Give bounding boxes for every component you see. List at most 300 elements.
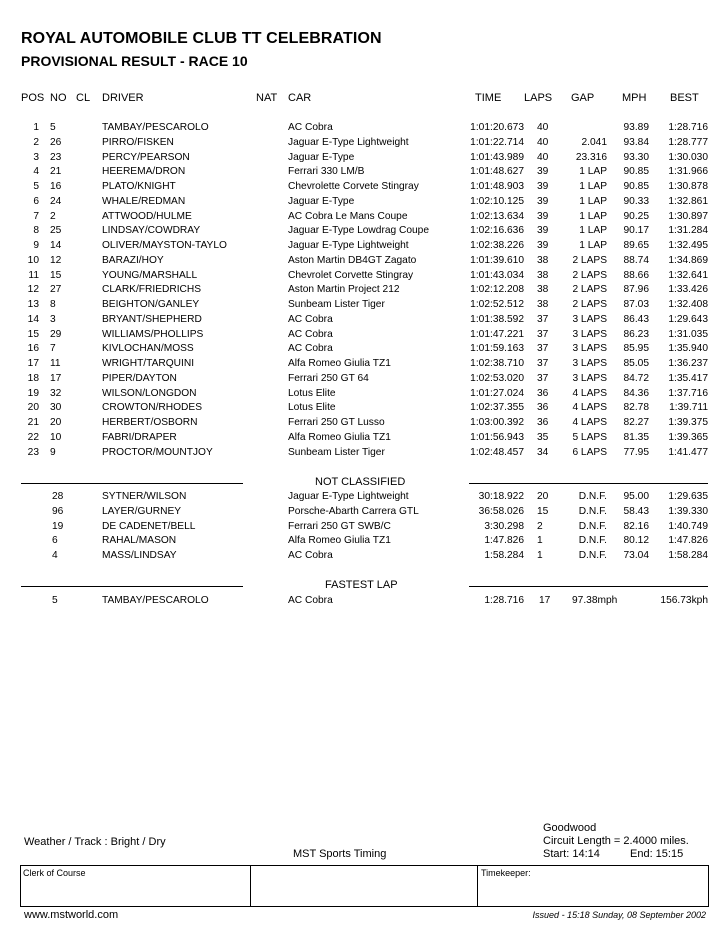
pos-cell: 18 — [27, 372, 39, 384]
best-lap-cell: 1:34.869 — [668, 254, 708, 266]
car-number-cell: 17 — [50, 372, 62, 384]
gap-cell: 1 LAP — [579, 210, 607, 222]
pos-cell: 4 — [33, 166, 39, 178]
gap-cell: 2 LAPS — [572, 254, 607, 266]
box-divider — [477, 866, 478, 906]
fastest-lap-heading: FASTEST LAP — [325, 579, 398, 591]
driver-cell: WILLIAMS/PHOLLIPS — [102, 328, 204, 340]
laps-cell: 39 — [537, 166, 549, 178]
driver-cell: SYTNER/WILSON — [102, 491, 187, 502]
driver-cell: LAYER/GURNEY — [102, 505, 182, 517]
car-cell: Jaguar E-Type Lowdrag Coupe — [288, 225, 430, 237]
car-number-cell: 21 — [50, 166, 62, 178]
mph-cell: 93.84 — [623, 136, 649, 148]
best-lap-cell: 1:30.897 — [668, 210, 708, 222]
mph-cell: 90.25 — [623, 210, 649, 222]
mph-cell: 90.85 — [623, 181, 649, 192]
best-lap-cell: 1:32.641 — [668, 269, 708, 281]
table-row — [0, 284, 726, 299]
car-cell: Ferrari 250 GT 64 — [288, 372, 369, 384]
driver-cell: LINDSAY/COWDRAY — [102, 225, 201, 237]
pos-cell: 7 — [33, 210, 39, 222]
col-no: NO — [50, 92, 67, 104]
laps-cell: 2 — [537, 520, 543, 532]
mph-cell: 82.27 — [623, 417, 649, 428]
laps-cell: 37 — [537, 372, 549, 384]
col-car: CAR — [288, 92, 312, 104]
mph-cell: 90.85 — [623, 166, 649, 178]
car-number-cell: 19 — [52, 520, 64, 532]
best-lap-cell: 1:31.284 — [668, 225, 708, 237]
fastest-lap-kph: 156.73kph — [660, 595, 708, 606]
mph-cell: 89.65 — [623, 240, 649, 251]
laps-cell: 35 — [537, 431, 549, 443]
driver-cell: WRIGHT/TARQUINI — [102, 358, 195, 369]
best-lap-cell: 1:47.826 — [668, 535, 708, 547]
mph-cell: 95.00 — [623, 491, 649, 502]
table-row — [0, 211, 726, 226]
laps-cell: 34 — [537, 446, 549, 458]
table-row — [0, 196, 726, 211]
mph-cell: 88.66 — [623, 269, 649, 281]
table-row — [0, 255, 726, 270]
car-cell: AC Cobra — [288, 122, 333, 133]
gap-cell: D.N.F. — [578, 520, 607, 532]
car-cell: Jaguar E-Type Lightweight — [288, 240, 409, 251]
pos-cell: 13 — [27, 299, 39, 310]
gap-cell: 4 LAPS — [572, 417, 607, 428]
mph-cell: 84.72 — [623, 372, 649, 384]
laps-cell: 39 — [537, 195, 549, 207]
timing-company: MST Sports Timing — [293, 848, 387, 860]
best-lap-cell: 1:29.635 — [668, 491, 708, 502]
best-lap-cell: 1:36.237 — [668, 358, 708, 369]
driver-cell: WILSON/LONGDON — [102, 387, 197, 399]
driver-cell: RAHAL/MASON — [102, 535, 177, 547]
best-lap-cell: 1:39.330 — [668, 505, 708, 517]
col-mph: MPH — [622, 92, 647, 104]
driver-cell: TAMBAY/PESCAROLO — [102, 122, 209, 133]
driver-cell: KIVLOCHAN/MOSS — [102, 343, 194, 355]
car-number-cell: 26 — [50, 136, 62, 148]
laps-cell: 40 — [537, 151, 549, 163]
best-lap-cell: 1:39.365 — [668, 431, 708, 443]
car-cell: Sunbeam Lister Tiger — [288, 446, 385, 458]
time-cell: 1:02:52.512 — [470, 299, 524, 310]
table-row — [0, 314, 726, 329]
box-divider — [250, 866, 251, 906]
pos-cell: 22 — [27, 431, 39, 443]
issued-timestamp: Issued - 15:18 Sunday, 08 September 2002 — [532, 910, 706, 920]
car-cell: Ferrari 250 GT SWB/C — [288, 520, 391, 532]
car-cell: Sunbeam Lister Tiger — [288, 299, 385, 310]
car-cell: Porsche-Abarth Carrera GTL — [288, 505, 419, 517]
driver-cell: PIRRO/FISKEN — [102, 136, 174, 148]
mph-cell: 80.12 — [623, 535, 649, 547]
best-lap-cell: 1:32.861 — [668, 195, 708, 207]
mph-cell: 77.95 — [623, 446, 649, 458]
car-number-cell: 15 — [50, 269, 62, 281]
laps-cell: 1 — [537, 535, 543, 547]
fastest-lap-time: 1:28.716 — [484, 595, 524, 606]
laps-cell: 38 — [537, 269, 549, 281]
end-time: End: 15:15 — [630, 848, 684, 860]
gap-cell: 3 LAPS — [572, 372, 607, 384]
best-lap-cell: 1:40.749 — [668, 520, 708, 532]
table-row — [0, 506, 726, 521]
table-row — [0, 521, 726, 536]
driver-cell: MASS/LINDSAY — [102, 550, 177, 561]
gap-cell: 4 LAPS — [572, 402, 607, 414]
time-cell: 1:02:12.208 — [470, 284, 524, 296]
best-lap-cell: 1:29.643 — [668, 313, 708, 325]
mph-cell: 73.04 — [623, 550, 649, 561]
time-cell: 1:02:48.457 — [470, 446, 524, 458]
pos-cell: 14 — [27, 313, 39, 325]
car-cell: Ferrari 250 GT Lusso — [288, 417, 385, 428]
col-cl: CL — [76, 92, 91, 104]
car-number-cell: 24 — [50, 195, 62, 207]
car-number-cell: 20 — [50, 417, 62, 428]
time-cell: 1:02:37.355 — [470, 402, 524, 414]
driver-cell: WHALE/REDMAN — [102, 195, 186, 207]
start-time: Start: 14:14 — [543, 848, 600, 860]
mph-cell: 84.36 — [623, 387, 649, 399]
best-lap-cell: 1:30.030 — [668, 151, 708, 163]
gap-cell: 1 LAP — [579, 225, 607, 237]
pos-cell: 16 — [27, 343, 39, 355]
laps-cell: 39 — [537, 210, 549, 222]
col-best: BEST — [670, 92, 699, 104]
pos-cell: 17 — [27, 358, 39, 369]
table-row — [0, 329, 726, 344]
pos-cell: 8 — [33, 225, 39, 237]
table-row — [0, 432, 726, 447]
car-cell: Alfa Romeo Giulia TZ1 — [288, 431, 391, 443]
website-link[interactable]: www.mstworld.com — [24, 909, 119, 921]
mph-cell: 82.78 — [623, 402, 649, 414]
car-number-cell: 28 — [52, 491, 64, 502]
best-lap-cell: 1:35.940 — [668, 343, 708, 355]
time-cell: 1:01:43.989 — [470, 151, 524, 163]
driver-cell: BARAZI/HOY — [102, 254, 164, 266]
car-cell: Chevrolet Corvette Stingray — [288, 269, 414, 281]
fastest-lap-driver: TAMBAY/PESCAROLO — [102, 595, 209, 606]
car-cell: Aston Martin DB4GT Zagato — [288, 254, 417, 266]
laps-cell: 38 — [537, 284, 549, 296]
car-number-cell: 23 — [50, 151, 62, 163]
pos-cell: 6 — [33, 195, 39, 207]
car-number-cell: 32 — [50, 387, 62, 399]
mph-cell: 87.03 — [623, 299, 649, 310]
time-cell: 1:01:22.714 — [470, 136, 524, 148]
best-lap-cell: 1:28.716 — [668, 122, 708, 133]
driver-cell: OLIVER/MAYSTON-TAYLO — [102, 240, 227, 251]
laps-cell: 39 — [537, 225, 549, 237]
laps-cell: 38 — [537, 299, 549, 310]
time-cell: 1:01:27.024 — [470, 387, 524, 399]
fastest-lap-row — [0, 595, 726, 610]
divider-right — [469, 586, 708, 587]
best-lap-cell: 1:37.716 — [668, 387, 708, 399]
pos-cell: 1 — [33, 122, 39, 133]
fastest-lap-lap: 17 — [539, 595, 551, 606]
mph-cell: 93.89 — [623, 122, 649, 133]
laps-cell: 39 — [537, 240, 549, 251]
car-number-cell: 14 — [50, 240, 62, 251]
car-number-cell: 8 — [50, 299, 56, 310]
time-cell: 36:58.026 — [478, 505, 524, 517]
gap-cell: 3 LAPS — [572, 358, 607, 369]
time-cell: 1:01:20.673 — [470, 122, 524, 133]
driver-cell: DE CADENET/BELL — [102, 520, 196, 532]
mph-cell: 82.16 — [623, 520, 649, 532]
best-lap-cell: 1:35.417 — [668, 372, 708, 384]
car-number-cell: 16 — [50, 181, 62, 192]
time-cell: 1:02:10.125 — [470, 195, 524, 207]
car-number-cell: 7 — [50, 343, 56, 355]
best-lap-cell: 1:28.777 — [668, 136, 708, 148]
clerk-of-course-label: Clerk of Course — [23, 868, 86, 878]
gap-cell: 3 LAPS — [572, 313, 607, 325]
pos-cell: 2 — [33, 136, 39, 148]
laps-cell: 40 — [537, 136, 549, 148]
laps-cell: 38 — [537, 254, 549, 266]
time-cell: 1:03:00.392 — [470, 417, 524, 428]
best-lap-cell: 1:39.711 — [669, 402, 708, 414]
table-row — [0, 137, 726, 152]
mph-cell: 93.30 — [623, 151, 649, 163]
divider-right — [469, 483, 708, 484]
time-cell: 1:02:13.634 — [470, 210, 524, 222]
gap-cell: 1 LAP — [579, 195, 607, 207]
gap-cell: 3 LAPS — [572, 328, 607, 340]
car-cell: Jaguar E-Type — [288, 151, 355, 163]
best-lap-cell: 1:32.408 — [668, 299, 708, 310]
mph-cell: 90.17 — [623, 225, 649, 237]
table-row — [0, 270, 726, 285]
best-lap-cell: 1:30.878 — [668, 181, 708, 192]
table-row — [0, 358, 726, 373]
driver-cell: BEIGHTON/GANLEY — [102, 299, 200, 310]
laps-cell: 40 — [537, 122, 549, 133]
car-number-cell: 10 — [50, 431, 62, 443]
pos-cell: 11 — [28, 269, 39, 281]
car-cell: Lotus Elite — [288, 402, 336, 414]
pos-cell: 20 — [27, 402, 39, 414]
gap-cell: 6 LAPS — [572, 446, 607, 458]
time-cell: 1:01:43.034 — [470, 269, 524, 281]
col-gap: GAP — [571, 92, 595, 104]
mph-cell: 58.43 — [623, 505, 649, 517]
col-time: TIME — [475, 92, 502, 104]
not-classified-heading: NOT CLASSIFIED — [315, 476, 406, 488]
timekeeper-label: Timekeeper: — [481, 868, 531, 878]
car-number-cell: 30 — [50, 402, 62, 414]
pos-cell: 21 — [27, 417, 39, 428]
time-cell: 1:02:16.636 — [470, 225, 524, 237]
driver-cell: PIPER/DAYTON — [102, 372, 177, 384]
time-cell: 1:02:38.226 — [470, 240, 524, 251]
car-cell: Chevrolette Corvete Stingray — [288, 181, 419, 192]
table-row — [0, 225, 726, 240]
driver-cell: CROWTON/RHODES — [102, 402, 202, 414]
gap-cell: 2.041 — [581, 136, 607, 148]
driver-cell: PROCTOR/MOUNTJOY — [102, 446, 213, 458]
car-cell: AC Cobra — [288, 343, 333, 355]
car-number-cell: 25 — [50, 225, 62, 237]
gap-cell: 1 LAP — [579, 181, 607, 192]
pos-cell: 12 — [27, 284, 39, 296]
driver-cell: FABRI/DRAPER — [102, 431, 177, 443]
table-row — [0, 373, 726, 388]
divider-left — [21, 586, 243, 587]
car-number-cell: 3 — [50, 313, 56, 325]
car-number-cell: 9 — [50, 446, 56, 458]
time-cell: 1:01:38.592 — [470, 313, 524, 325]
gap-cell: D.N.F. — [578, 550, 607, 561]
car-cell: Jaguar E-Type — [288, 195, 355, 207]
laps-cell: 37 — [537, 358, 549, 369]
mph-cell: 87.96 — [623, 284, 649, 296]
time-cell: 1:01:48.627 — [470, 166, 524, 178]
pos-cell: 10 — [27, 254, 39, 266]
table-row — [0, 388, 726, 403]
car-number-cell: 12 — [50, 254, 62, 266]
table-row — [0, 166, 726, 181]
car-cell: Jaguar E-Type Lightweight — [288, 136, 409, 148]
gap-cell: 5 LAPS — [572, 431, 607, 443]
laps-cell: 36 — [537, 402, 549, 414]
car-cell: Aston Martin Project 212 — [288, 284, 400, 296]
weather-track: Weather / Track : Bright / Dry — [24, 836, 166, 848]
time-cell: 3:30.298 — [484, 520, 524, 532]
best-lap-cell: 1:41.477 — [668, 446, 708, 458]
pos-cell: 9 — [33, 240, 39, 251]
laps-cell: 15 — [537, 505, 549, 517]
laps-cell: 20 — [537, 491, 549, 502]
driver-cell: BRYANT/SHEPHERD — [102, 313, 202, 325]
table-row — [0, 240, 726, 255]
best-lap-cell: 1:32.495 — [668, 240, 708, 251]
gap-cell: 4 LAPS — [572, 387, 607, 399]
gap-cell: 2 LAPS — [572, 284, 607, 296]
mph-cell: 81.35 — [623, 431, 649, 443]
driver-cell: ATTWOOD/HULME — [102, 210, 192, 222]
pos-cell: 23 — [27, 446, 39, 458]
table-row — [0, 181, 726, 196]
driver-cell: YOUNG/MARSHALL — [102, 269, 198, 281]
time-cell: 1:47.826 — [484, 535, 524, 547]
pos-cell: 15 — [27, 328, 39, 340]
venue: Goodwood — [543, 822, 597, 834]
mph-cell: 85.05 — [623, 358, 649, 369]
time-cell: 1:01:56.943 — [470, 431, 524, 443]
mph-cell: 88.74 — [623, 254, 649, 266]
best-lap-cell: 1:39.375 — [668, 417, 708, 428]
laps-cell: 36 — [537, 387, 549, 399]
mph-cell: 86.43 — [623, 313, 649, 325]
driver-cell: HEEREMA/DRON — [102, 166, 186, 178]
table-row — [0, 343, 726, 358]
report-title: ROYAL AUTOMOBILE CLUB TT CELEBRATION — [21, 30, 382, 47]
time-cell: 1:01:39.610 — [470, 254, 524, 266]
table-row — [0, 491, 726, 506]
laps-cell: 37 — [537, 328, 549, 340]
car-cell: AC Cobra Le Mans Coupe — [288, 210, 408, 222]
fastest-lap-mph: 97.38mph — [572, 595, 618, 606]
car-number-cell: 96 — [52, 505, 64, 517]
car-cell: AC Cobra — [288, 328, 333, 340]
gap-cell: 23.316 — [575, 151, 607, 163]
mph-cell: 85.95 — [623, 343, 649, 355]
table-row — [0, 550, 726, 565]
col-laps: LAPS — [524, 92, 553, 104]
table-row — [0, 299, 726, 314]
col-driver: DRIVER — [102, 92, 144, 104]
gap-cell: D.N.F. — [578, 505, 607, 517]
best-lap-cell: 1:33.426 — [668, 284, 708, 296]
laps-cell: 1 — [537, 550, 543, 561]
laps-cell: 39 — [537, 181, 549, 192]
report-subtitle: PROVISIONAL RESULT - RACE 10 — [21, 53, 248, 69]
driver-cell: CLARK/FRIEDRICHS — [102, 284, 202, 296]
best-lap-cell: 1:31.966 — [668, 166, 708, 178]
time-cell: 1:01:59.163 — [470, 343, 524, 355]
car-cell: Alfa Romeo Giulia TZ1 — [288, 535, 391, 547]
pos-cell: 19 — [27, 387, 39, 399]
gap-cell: D.N.F. — [578, 535, 607, 547]
car-cell: Jaguar E-Type Lightweight — [288, 491, 409, 502]
gap-cell: 1 LAP — [579, 166, 607, 178]
time-cell: 1:58.284 — [484, 550, 524, 561]
fastest-lap-car: AC Cobra — [288, 595, 333, 606]
time-cell: 1:01:47.221 — [470, 328, 524, 340]
table-row — [0, 122, 726, 137]
car-cell: Ferrari 330 LM/B — [288, 166, 365, 178]
car-number-cell: 11 — [50, 358, 61, 369]
col-pos: POS — [21, 92, 45, 104]
car-cell: AC Cobra — [288, 550, 333, 561]
table-row — [0, 402, 726, 417]
gap-cell: 3 LAPS — [572, 343, 607, 355]
time-cell: 1:01:48.903 — [470, 181, 524, 192]
time-cell: 1:02:53.020 — [470, 372, 524, 384]
car-number-cell: 5 — [50, 122, 56, 133]
pos-cell: 5 — [33, 181, 39, 192]
mph-cell: 86.23 — [623, 328, 649, 340]
gap-cell: 1 LAP — [579, 240, 607, 251]
car-cell: Alfa Romeo Giulia TZ1 — [288, 358, 391, 369]
laps-cell: 36 — [537, 417, 549, 428]
signature-box — [20, 865, 709, 907]
best-lap-cell: 1:31.035 — [668, 328, 708, 340]
fastest-lap-no: 5 — [52, 595, 58, 606]
car-cell: Lotus Elite — [288, 387, 336, 399]
time-cell: 1:02:38.710 — [470, 358, 524, 369]
driver-cell: PERCY/PEARSON — [102, 151, 190, 163]
table-row — [0, 535, 726, 550]
table-row — [0, 447, 726, 462]
best-lap-cell: 1:58.284 — [668, 550, 708, 561]
mph-cell: 90.33 — [623, 195, 649, 207]
car-cell: AC Cobra — [288, 313, 333, 325]
col-nat: NAT — [256, 92, 278, 104]
divider-left — [21, 483, 243, 484]
driver-cell: HERBERT/OSBORN — [102, 417, 198, 428]
gap-cell: D.N.F. — [578, 491, 607, 502]
laps-cell: 37 — [537, 343, 549, 355]
